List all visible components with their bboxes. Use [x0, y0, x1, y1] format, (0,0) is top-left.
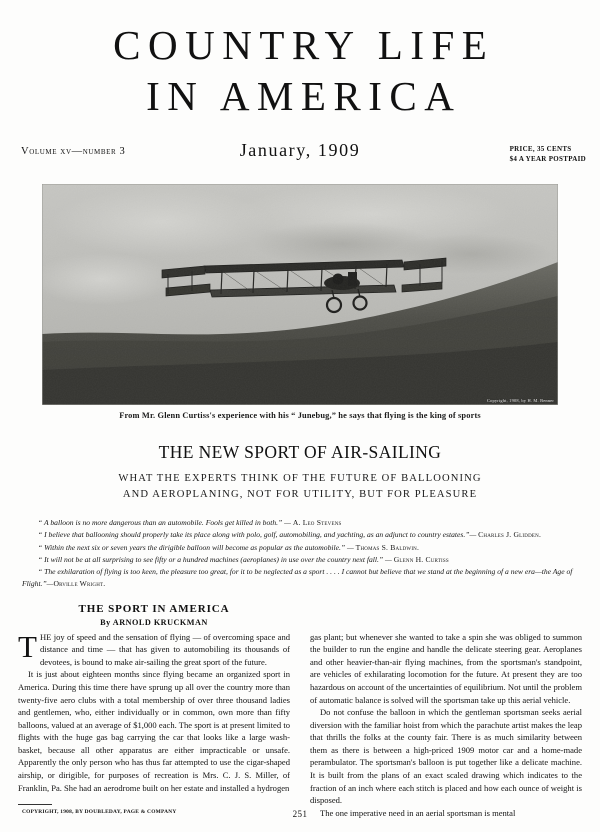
page-footer	[0, 804, 600, 828]
issue-date: January, 1909	[239, 140, 361, 161]
paragraph	[310, 706, 582, 807]
paragraph-text: The one imperative need in an aerial sportsman is mental	[320, 807, 516, 818]
price-block	[510, 144, 586, 164]
paragraph-text: HE joy of speed and the sensation of flying — of overcoming space and distance and time — that has given to automobiling its thousands of devotees, is bound to make air-sailing the great sport of the future.	[39, 631, 290, 667]
quote-item	[22, 529, 578, 541]
quote-text: “ It will not be at all surprising to see fifty or a hundred machines (aeroplanes) in use over the country next fall.” —	[38, 554, 394, 564]
quote-text: “ The exhilaration of flying is too keen, the pleasure too great, for it to be neglected as a sport . . . . I cannot but believe that we stand at the beginning of a new era—the Age of Flight.”—	[22, 567, 573, 589]
paragraph	[310, 631, 582, 706]
quote-attribution: Thomas S. Baldwin.	[355, 542, 420, 552]
quote-attribution: Charles J. Glidden.	[478, 530, 542, 540]
price-line-1: PRICE, 35 CENTS	[509, 145, 572, 154]
paragraph-text: gas plant; but whenever she wanted to take a spin she was obliged to summon the builder to run the engine and handle the delicate steering gear. Aeroplanes and other heavier-than-air flying machines, from the sportsman's standpoint, are vehicles of exhilarating locomotion for the future. At present they are too hazardous on account of the uncertainties of equilibrium. Not until the problem of automatic balance is solved will the sportsman take up this aerial vehicle.	[310, 631, 582, 705]
quote-attribution: Orville Wright.	[53, 579, 106, 589]
article-subhead	[0, 471, 600, 503]
article-byline: By ARNOLD KRUCKMAN	[100, 617, 208, 627]
paragraph-text: Do not confuse the balloon in which the gentleman sportsman seeks aerial diversion with the familiar hoist from which the parachute artist makes the leap that thrills the folks at the county fair. There is as much similarity between them as there is between a high-priced 1909 motor car and a home-made perambulator. The sportsman's balloon is put together like a delicate machine. It is built from the plans of an exact scaled drawing which indicates to the fraction of an inch where each stitch is placed and how each ounce of weight is disposed.	[310, 707, 582, 806]
quote-text: “ I believe that ballooning should properly take its place along with polo, golf, automobiling, and yachting, as an adjunct to country estates.”—	[38, 530, 479, 540]
quote-text: “ Within the next six or seven years the dirigible balloon will become as popular as the automobile.” —	[38, 542, 356, 552]
right-column	[310, 631, 582, 819]
lead-photograph	[42, 184, 558, 405]
photo-caption: From Mr. Glenn Curtiss's experience with his “ Junebug,” he says that flying is the king of sports	[119, 411, 481, 421]
photo-credit: Copyright, 1908, by H. M. Benner	[486, 398, 554, 404]
left-column	[18, 628, 290, 819]
section-title: THE SPORT IN AMERICA	[78, 602, 230, 615]
subhead-line-1: WHAT THE EXPERTS THINK OF THE FUTURE OF BALLOONING	[118, 473, 482, 485]
two-column-layout	[18, 628, 582, 819]
expert-quotes	[22, 517, 578, 591]
quote-text: “ A balloon is no more dangerous than an automobile. Fools get killed in both.” —	[38, 517, 293, 527]
paragraph-text: It is just about eighteen months since flying became an organized sport in America. During this time there have sprung up all over the country more than twenty-five aero clubs with a total membership of over three thousand ladies and gentlemen, who, either individually or in common, own more than fifty balloons, valued at an average of $1,000 each. The sport is at present limited to flights with the huge gas bag carrying the car that looks like a large wash-basket, because all other apparatus are either impracticable or unsafe. Apparently the only person who has thus far attempted to use the cigar-shaped airship, or dirigible, for purposes of recreation is Mrs. C. J. S. Miller, of Franklin, Pa. She had an aerodrome built on her estate and installed a hydrogen	[18, 669, 290, 793]
footer-copyright: COPYRIGHT, 1908, BY DOUBLEDAY, PAGE & COMPANY	[22, 809, 177, 815]
paragraph	[18, 668, 290, 794]
price-line-2: $4 A YEAR POSTPAID	[509, 155, 586, 164]
subhead-line-2: AND AEROPLANING, NOT FOR UTILITY, BUT FOR PLEASURE	[122, 489, 478, 501]
paragraph	[18, 628, 290, 669]
page-number: 251	[292, 809, 308, 819]
article-body	[0, 603, 600, 819]
magazine-title-line-1: COUNTRY LIFE	[113, 22, 495, 68]
quote-item	[22, 517, 578, 529]
masthead	[0, 0, 600, 120]
article-headline: THE NEW SPORT OF AIR-SAILING	[158, 442, 442, 463]
quote-attribution: Glenn H. Curtiss	[393, 554, 449, 564]
volume-number: Volume xv—number 3	[21, 146, 126, 158]
issue-info-bar	[0, 138, 600, 172]
quote-item	[22, 566, 578, 591]
quote-item	[22, 554, 578, 566]
footer-rule	[18, 804, 52, 805]
biplane-in-flight-photo	[42, 184, 558, 405]
drop-cap: T	[18, 628, 37, 664]
magazine-title-line-2: IN AMERICA	[146, 73, 462, 120]
quote-attribution: A. Leo Stevens	[292, 517, 342, 527]
quote-item	[22, 542, 578, 554]
